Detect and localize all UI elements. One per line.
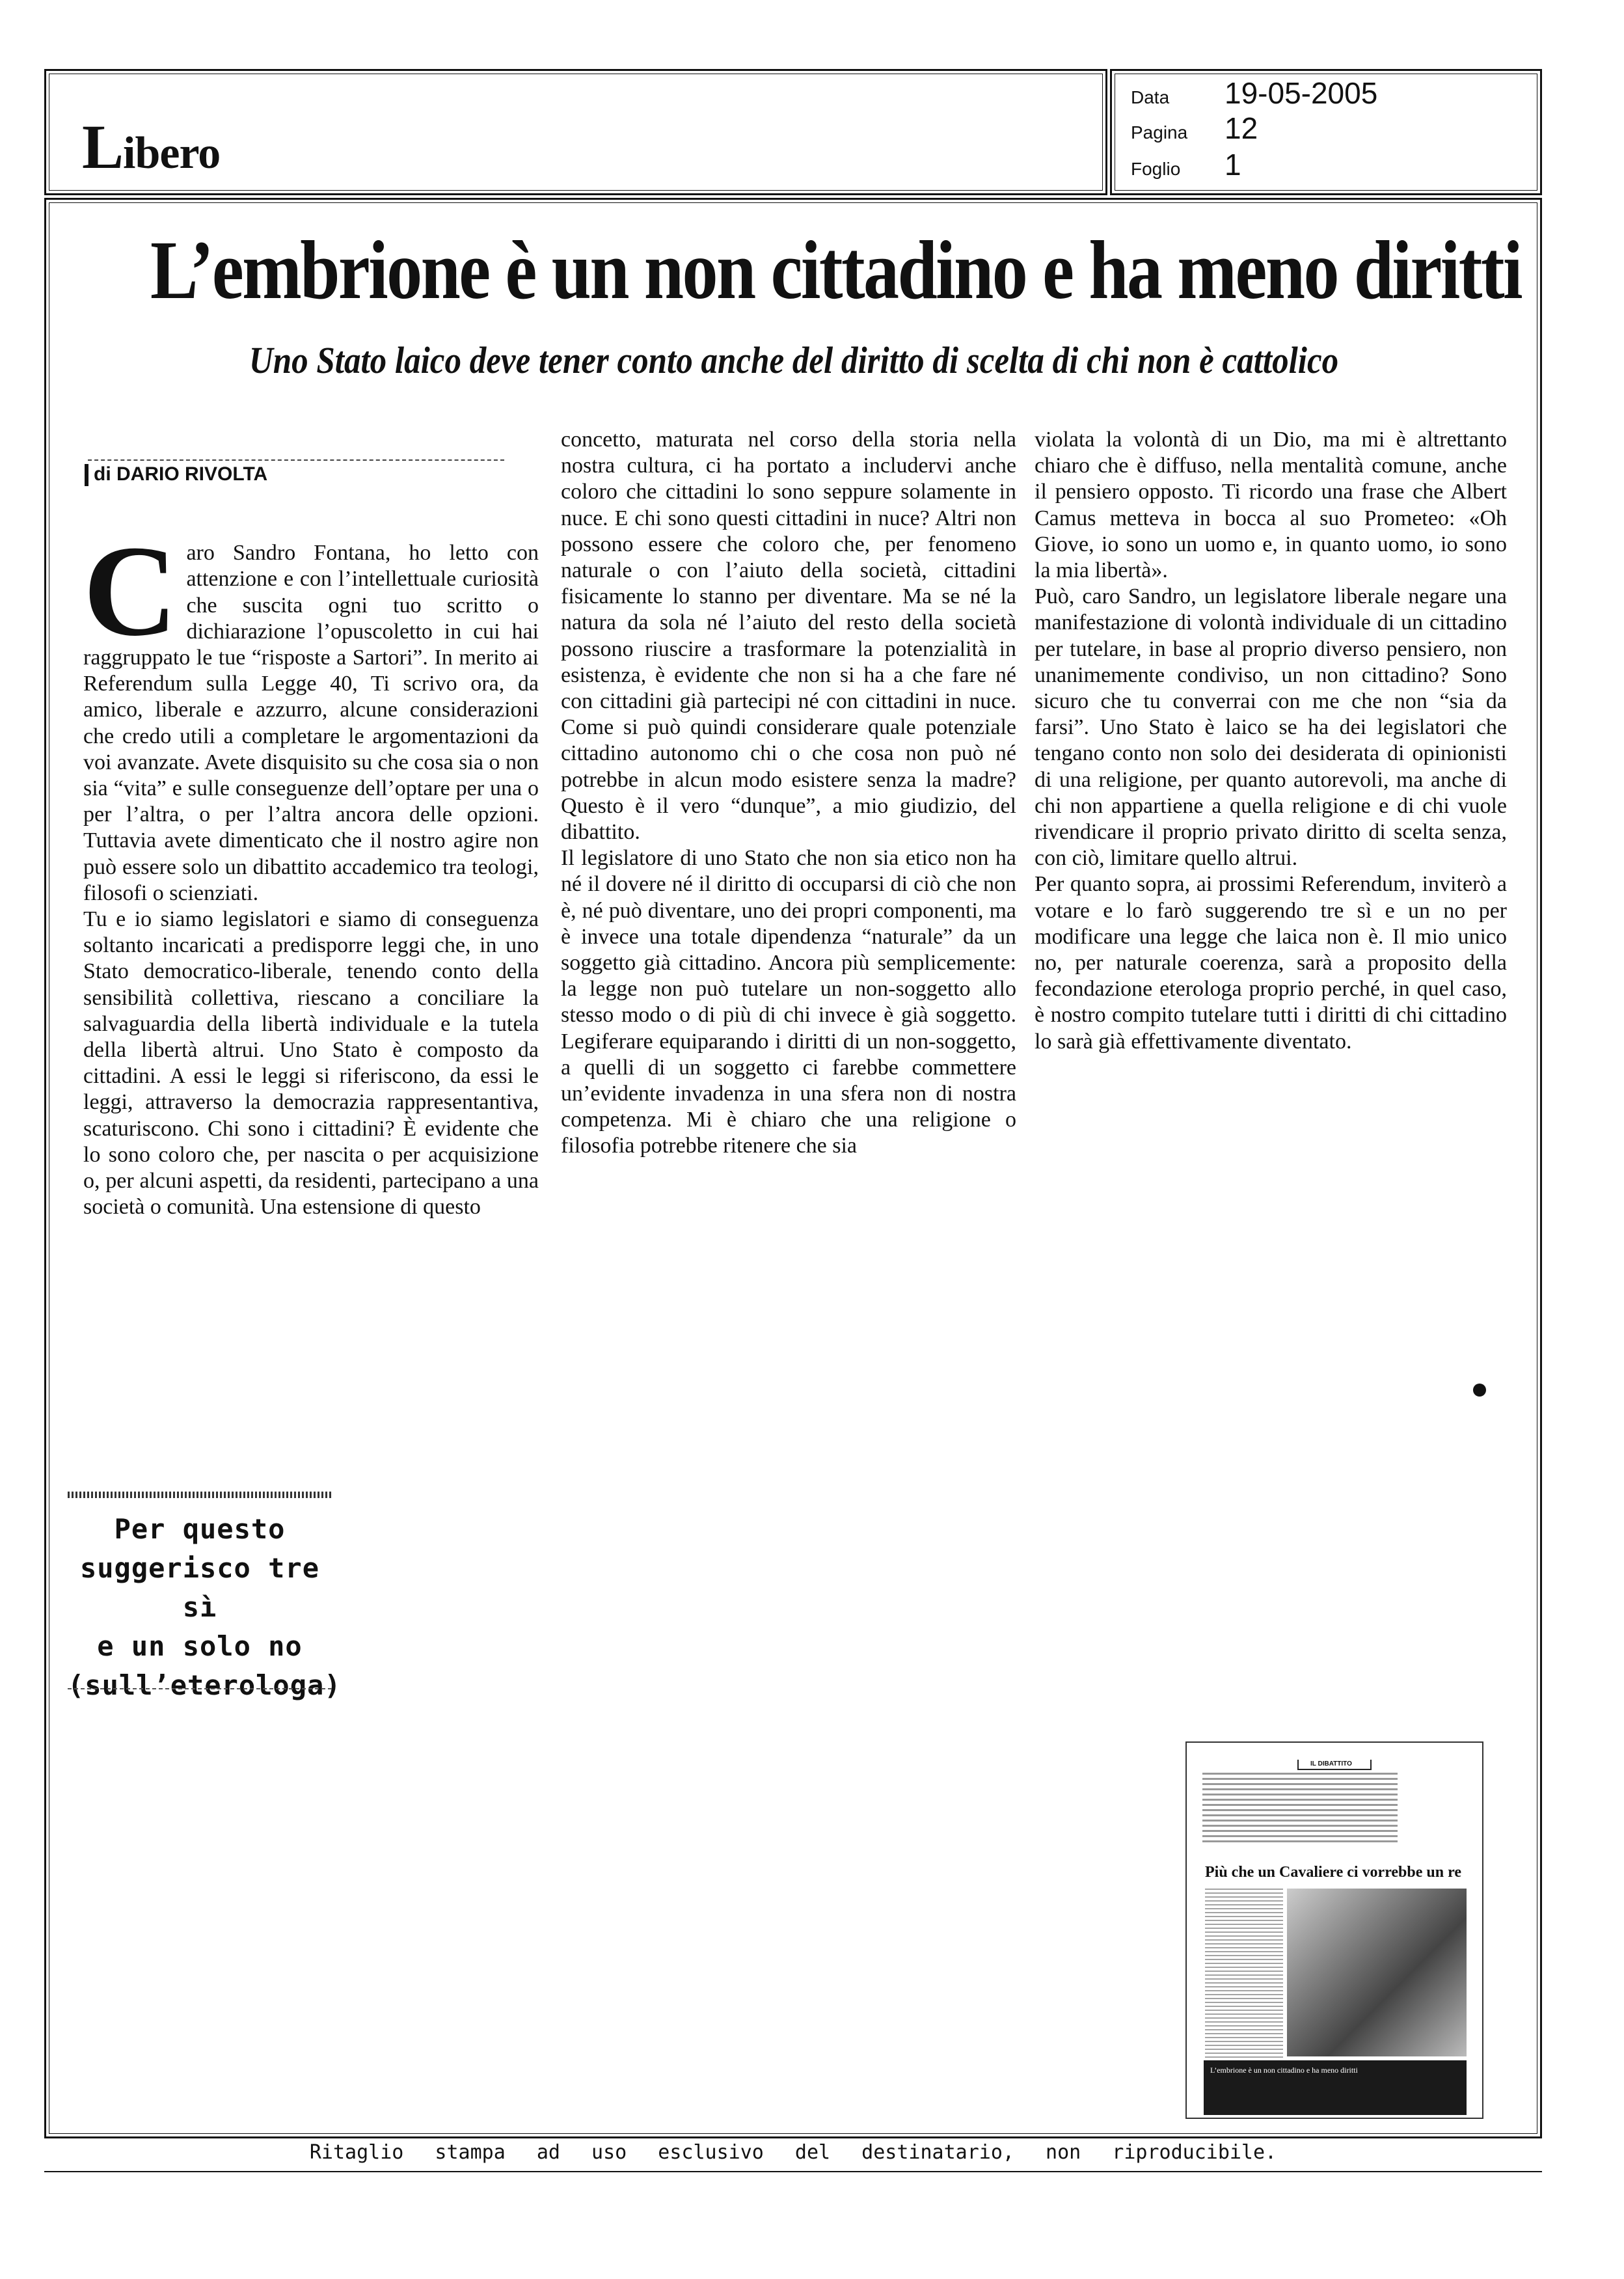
pullquote-line: Per questo [114,1513,286,1545]
byline [85,463,267,486]
byline-bar [85,464,88,486]
pullquote-line: e un solo no [97,1630,303,1662]
meta-date-label: Data [1131,87,1170,107]
article-column-3: violata la volontà di un Dio, ma mi è altrettanto chiaro che è diffuso, nella mentalità comune, anche il pensiero opposto. Ti ricordo una frase che Albert Camus metteva in bocca al suo Prometeo: «Oh Giove, io sono un uomo e, in quanto uomo, io sono la mia libertà». Può, caro Sandro, un legislatore liberale negare una manifestazione di volontà individuale di un cittadino per tutelare, in base al proprio diverso pensiero, non unanimemente condiviso, un non cittadino? Sono sicuro che tu converrai con me che non “sia da farsi”. Uno Stato è laico se ha dei legislatori che tengano conto non solo dei desiderata di opinionisti di una religione, per quanto autorevoli, ma anche di chi non appartiene a quella religione e di chi vuole rivendicare il proprio privato diritto di scelta senza, con ciò, limitare quello altrui. Per quanto sopra, ai prossimi Referendum, inviterò a votare e lo farò suggerendo tre sì e un no per modificare una legge che laica non è. Il mio unico no, per naturale coerenza, sarà a proposito della fecondazione eterologa proprio perché, in quel caso, è nostro compito tutelare tutti i diritti di chi cittadino lo sarà già effettivamente diventato. [1035,428,1507,1054]
thumbnail-text-block [1205,1889,1283,2058]
meta-date [1131,75,1377,111]
end-of-article-mark [1473,1384,1486,1397]
article-headline: L’embrione è un non cittadino e ha meno diritti [150,224,1521,316]
footer-rule [44,2171,1542,2172]
drop-cap: C [83,519,178,664]
newspaper-logo [82,111,220,183]
clipping-notice: Ritaglio stampa ad uso esclusivo del destinatario, non riproducibile. [309,2141,1277,2164]
meta-sheet-label: Foglio [1131,159,1181,179]
byline-text: di DARIO RIVOLTA [94,463,268,485]
article-column-2: concetto, maturata nel corso della storia nella nostra cultura, ci ha portato a includervi anche coloro che cittadini lo sono seppure solamente in nuce. E chi sono questi cittadini in nuce? Altri non possono essere che coloro che, per fenomeno naturale o con l’aiuto della società, cittadini fisicamente lo stanno per diventare. Ma se né la natura da sola né l’aiuto del resto della società possono riuscire a trasformare la potenzialità in esistenza, è evidente che non si ha a che fare né con cittadini già partecipi né con cittadini in nuce. Come si può quindi considerare quale potenziale cittadino autonomo chi o che cosa non può né potrebbe in alcun modo esistere senza la madre? Questo è il vero “dunque”, a mio giudizio, del dibattito. Il legislatore di uno Stato che non sia etico non ha né il dovere né il diritto di occuparsi di ciò che non è, né può diventare, uno dei propri componenti, ma è invece una totale dipendenza “naturale” da un soggetto già cittadino. Ancora più semplicemente: la legge non può tutelare un non-soggetto allo stesso modo o di più di chi invece è già soggetto. Legiferare equiparando i diritti di un non-soggetto, a quelli di un soggetto ci farebbe commettere un’evidente invadenza in una sfera non di nostra competenza. Mi è chiaro che una religione o filosofia potrebbe ritenere che sia [561,428,1016,1158]
meta-page-value: 12 [1225,111,1258,145]
meta-sheet-value: 1 [1225,148,1241,182]
article-column-1 [83,514,539,1220]
meta-page-label: Pagina [1131,122,1188,143]
byline-divider [88,459,504,461]
pullquote [68,1510,342,1705]
meta-page [1131,111,1258,146]
pullquote-bottom-rule [68,1688,332,1689]
meta-sheet [1131,147,1241,182]
thumbnail-bottom-title: L’embrione è un non cittadino e ha meno diritti [1210,2066,1358,2075]
article-subheadline: Uno Stato laico deve tener conto anche del diritto di scelta di chi non è cattolico [249,339,1339,381]
thumbnail-teaser-block [1202,1773,1398,1844]
meta-date-value: 19-05-2005 [1225,76,1378,110]
thumbnail-section: IL DIBATTITO [1310,1760,1352,1767]
logo-initial: L [82,112,124,182]
pullquote-line: suggerisco tre sì [79,1552,319,1623]
page-thumbnail [1185,1741,1483,2119]
logo-text: ibero [123,128,221,178]
thumbnail-title: Più che un Cavaliere ci vorrebbe un re [1205,1864,1461,1881]
column-1-text: aro Sandro Fontana, ho letto con attenzione e con l’intellettuale curiosità che suscita ogni tuo scritto o dichiarazione l’opuscoletto in cui hai raggruppato le tue “risposte a Sartori”. In merito ai Referendum sulla Legge 40, Ti scrivo ora, da amico, liberale e azzurro, alcune considerazioni che credo utili a completare le argomentazioni da voi avanzate. Avete disquisito su che cosa sia o non sia “vita” e sulle conseguenze dell’optare per una o per l’altra, o per l’altra ancora delle opzioni. Tuttavia avete dimenticato che il nostro agire non può essere solo un dibattito accademico tra teologi, filosofi o scienziati. Tu e io siamo legislatori e siamo di conseguenza soltanto incaricati a predisporre leggi che, in uno Stato democratico-liberale, tenendo conto della sensibilità collettiva, riescano a conciliare la salvaguardia della libertà individuale e la tutela della libertà altrui. Uno Stato è composto da cittadini. A essi le leggi si riferiscono, da essi le leggi, attraverso la democrazia rappresentantiva, scaturiscono. Chi sono i cittadini? È evidente che lo sono coloro che, per nascita o per acquisizione o, per alcuni aspetti, da residenti, partecipano a una società o comunità. Una estensione di questo [83,541,539,1220]
pullquote-line: (sull’eterologa) [68,1669,342,1701]
thumbnail-photo [1287,1889,1467,2056]
pullquote-top-rule [68,1492,332,1498]
